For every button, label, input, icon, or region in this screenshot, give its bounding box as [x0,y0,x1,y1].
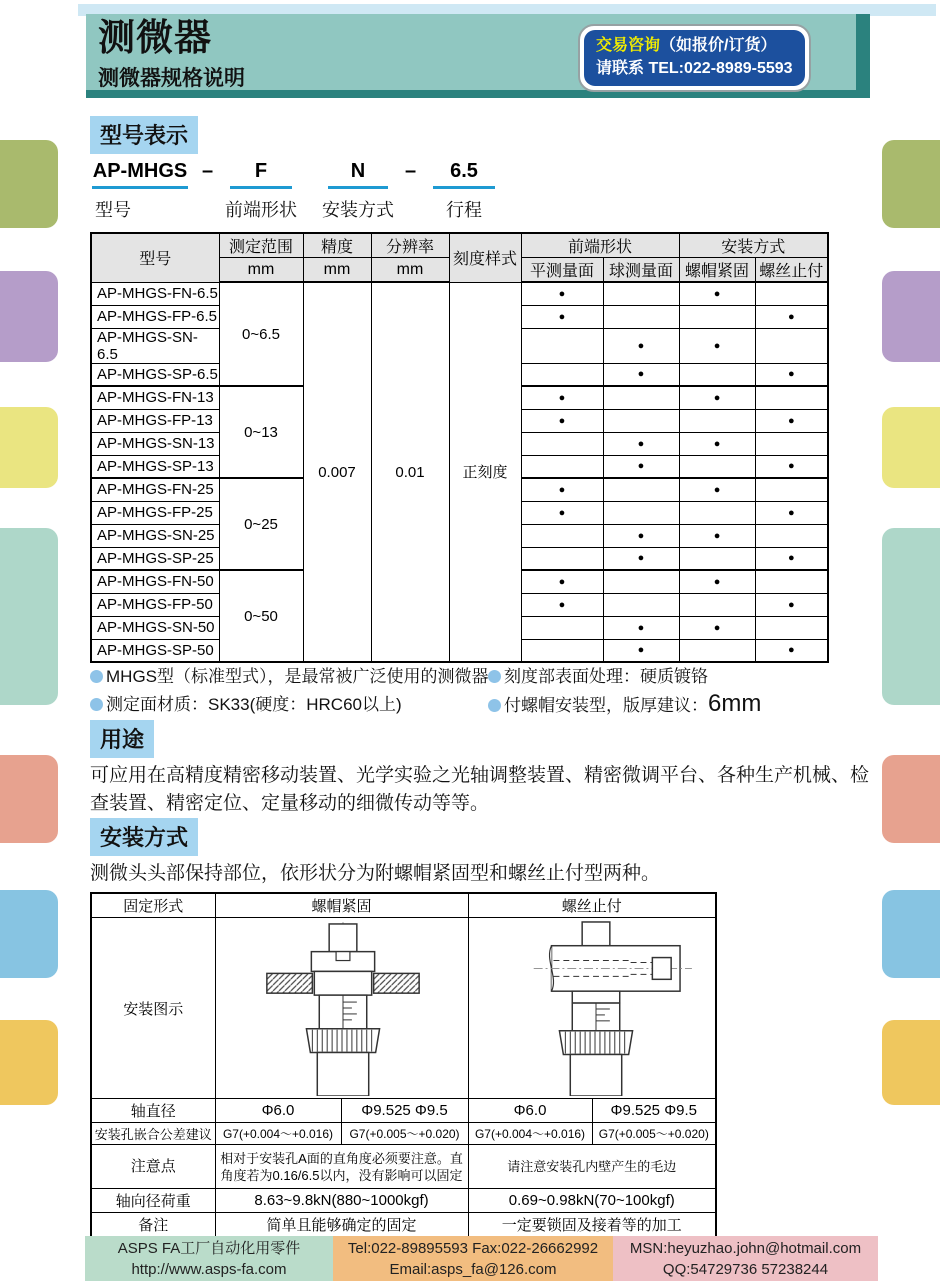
axial-load-value: 0.69~0.98kN(70~100kgf) [468,1189,716,1213]
scale-style-cell: 正刻度 [449,282,521,662]
left-rail-block-olive [0,140,58,228]
col-header-flat-face: 平测量面 [521,258,603,283]
section-heading-usage: 用途 [90,720,154,758]
model-cell: AP-MHGS-FN-13 [91,386,219,409]
code-dash-1: – [202,160,214,182]
col-header-precision: 精度 [303,233,371,258]
nut-clamp-dot-cell: ● [679,432,755,455]
contact-callout [578,24,811,92]
ball-face-dot-cell: ● [603,328,679,363]
ball-face-dot-cell: ● [603,616,679,639]
set-screw-dot-cell [755,386,828,409]
model-cell: AP-MHGS-SN-6.5 [91,328,219,363]
contact-callout-inner [584,30,805,86]
ball-face-dot-cell: ● [603,455,679,478]
note-item [488,690,761,718]
ball-face-dot-cell: ● [603,547,679,570]
flat-face-dot-cell: ● [521,593,603,616]
mounting-intro: 测微头头部保持部位，依形状分为附螺帽紧固型和螺丝止付型两种。 [90,863,661,884]
right-rail-block-blue [882,890,940,978]
footer-msn-address: MSN:heyuzhao.john@hotmail.com [629,1240,862,1257]
nut-clamp-dot-cell: ● [679,282,755,305]
mount-row-label-remark: 备注 [91,1213,215,1238]
left-rail-block-purple [0,271,58,362]
flat-face-dot-cell: ● [521,386,603,409]
ball-face-dot-cell [603,282,679,305]
nut-clamp-dot-cell: ● [679,328,755,363]
right-rail-block-olive [882,140,940,228]
code-label-series: 型号 [95,200,131,220]
tolerance-value: G7(+0.005～+0.020) [341,1123,468,1145]
col-header-resolution: 分辨率 [371,233,449,258]
nut-clamp-dot-cell [679,639,755,662]
contact-line-1-highlight: 交易咨询 [596,37,661,54]
note-text: 测定面材质：SK33(硬度：HRC60以上) [106,695,402,714]
section-heading-mounting: 安装方式 [90,818,198,856]
col-header-model: 型号 [91,233,219,282]
range-cell: 0~6.5 [219,282,303,386]
contact-line-1 [596,34,793,57]
flat-face-dot-cell: ● [521,409,603,432]
model-cell: AP-MHGS-FP-25 [91,501,219,524]
shaft-dia-value: Φ9.525 Φ9.5 [592,1099,716,1123]
set-screw-dot-cell [755,282,828,305]
set-screw-diagram-cell [468,918,716,1099]
right-rail-block-purple [882,271,940,362]
model-cell: AP-MHGS-FP-6.5 [91,305,219,328]
mount-table [90,892,717,1238]
footer-messaging-block [613,1236,878,1281]
nut-clamp-dot-cell [679,305,755,328]
col-header-resolution-unit: mm [371,258,449,283]
left-rail-block-yellow [0,407,58,488]
mount-row-label-shaft: 轴直径 [91,1099,215,1123]
flat-face-dot-cell: ● [521,305,603,328]
set-screw-dot-cell: ● [755,363,828,386]
set-screw-dot-cell [755,478,828,501]
code-part-mount: N [328,160,388,189]
footer-qq-numbers: QQ:54729736 57238244 [662,1261,829,1278]
precision-cell: 0.007 [303,282,371,662]
nut-clamp-dot-cell: ● [679,616,755,639]
model-cell: AP-MHGS-SP-13 [91,455,219,478]
nut-clamp-diagram [218,920,468,1096]
col-header-nut-clamp: 螺帽紧固 [679,258,755,283]
flat-face-dot-cell [521,639,603,662]
left-rail-block-blue [0,890,58,978]
ball-face-dot-cell [603,386,679,409]
mount-row-label-tolerance: 安装孔嵌合公差建议 [91,1123,215,1145]
col-header-range-unit: mm [219,258,303,283]
flat-face-dot-cell [521,328,603,363]
bullet-icon [90,670,103,683]
left-rail-block-salmon [0,755,58,843]
col-header-scale-style: 刻度样式 [449,233,521,282]
note-emphasis: 6mm [708,690,762,717]
flat-face-dot-cell: ● [521,478,603,501]
nut-clamp-dot-cell: ● [679,524,755,547]
left-rail-block-teal [0,528,58,705]
model-cell: AP-MHGS-SN-50 [91,616,219,639]
right-rail-block-salmon [882,755,940,843]
ball-face-dot-cell: ● [603,432,679,455]
set-screw-dot-cell [755,570,828,593]
nut-clamp-dot-cell [679,409,755,432]
ball-face-dot-cell [603,593,679,616]
flat-face-dot-cell [521,524,603,547]
flat-face-dot-cell [521,547,603,570]
code-label-mount: 安装方式 [322,200,394,220]
col-header-tip-shape: 前端形状 [521,233,679,258]
right-rail-block-teal [882,528,940,705]
col-header-range: 测定范围 [219,233,303,258]
set-screw-dot-cell: ● [755,305,828,328]
range-cell: 0~50 [219,570,303,662]
shaft-dia-value: Φ6.0 [468,1099,592,1123]
set-screw-dot-cell: ● [755,593,828,616]
set-screw-dot-cell: ● [755,639,828,662]
code-label-tip: 前端形状 [225,200,297,220]
mount-row-label-diagram: 安装图示 [91,918,215,1099]
model-cell: AP-MHGS-FP-13 [91,409,219,432]
caution-value: 相对于安装孔A面的直角度必须要注意。直角度若为0.16/6.5以内，没有影响可以固定 [215,1145,468,1189]
bullet-icon [488,670,501,683]
ball-face-dot-cell: ● [603,363,679,386]
footer-company-name: ASPS FA工厂自动化用零件 [117,1240,301,1257]
note-text: MHGS型（标准型式），是最常被广泛使用的测微器 [106,667,489,686]
code-dash-2: – [405,160,417,182]
tolerance-value: G7(+0.005～+0.020) [592,1123,716,1145]
resolution-cell: 0.01 [371,282,449,662]
note-text: 付螺帽安装型，版厚建议： [504,696,708,715]
ball-face-dot-cell [603,305,679,328]
axial-load-value: 8.63~9.8kN(880~1000kgf) [215,1189,468,1213]
page-subtitle: 测微器规格说明 [98,67,245,90]
col-header-ball-face: 球测量面 [603,258,679,283]
spec-table-body [91,282,828,662]
model-cell: AP-MHGS-SN-13 [91,432,219,455]
set-screw-dot-cell: ● [755,547,828,570]
nut-clamp-dot-cell: ● [679,570,755,593]
mount-header-fixing-type: 固定形式 [91,893,215,918]
nut-clamp-dot-cell [679,547,755,570]
ball-face-dot-cell: ● [603,639,679,662]
footer-company-block [85,1236,333,1281]
mount-row-label-caution: 注意点 [91,1145,215,1189]
shaft-dia-value: Φ9.525 Φ9.5 [341,1099,468,1123]
remark-value: 一定要锁固及接着等的加工 [468,1213,716,1238]
ball-face-dot-cell [603,501,679,524]
ball-face-dot-cell: ● [603,524,679,547]
set-screw-dot-cell: ● [755,501,828,524]
code-part-stroke: 6.5 [433,160,495,189]
left-rail-block-gold [0,1020,58,1105]
tolerance-value: G7(+0.004～+0.016) [468,1123,592,1145]
model-cell: AP-MHGS-FN-50 [91,570,219,593]
contact-line-1-rest: （如报价/订货） [660,37,777,54]
spec-table [90,232,829,663]
nut-clamp-dot-cell [679,501,755,524]
shaft-dia-value: Φ6.0 [215,1099,341,1123]
nut-clamp-dot-cell [679,455,755,478]
contact-line-2: 请联系 TEL:022-8989-5593 [596,60,793,77]
set-screw-diagram [471,920,721,1096]
model-cell: AP-MHGS-FN-25 [91,478,219,501]
flat-face-dot-cell: ● [521,570,603,593]
flat-face-dot-cell: ● [521,282,603,305]
nut-clamp-dot-cell: ● [679,386,755,409]
col-header-precision-unit: mm [303,258,371,283]
set-screw-dot-cell: ● [755,455,828,478]
col-header-mount: 安装方式 [679,233,828,258]
range-cell: 0~25 [219,478,303,570]
model-code-diagram [90,160,610,222]
flat-face-dot-cell: ● [521,501,603,524]
nut-clamp-diagram-cell [215,918,468,1099]
note-item [90,662,489,687]
footer-contact-block [333,1236,613,1281]
spec-table-row [91,282,828,305]
footer-website: http://www.asps-fa.com [131,1261,287,1278]
code-label-stroke: 行程 [446,200,482,220]
note-text: 刻度部表面处理：硬质镀铬 [504,667,708,686]
set-screw-dot-cell [755,616,828,639]
set-screw-dot-cell: ● [755,409,828,432]
mount-header-set-screw: 螺丝止付 [468,893,716,918]
model-cell: AP-MHGS-SN-25 [91,524,219,547]
model-cell: AP-MHGS-SP-25 [91,547,219,570]
flat-face-dot-cell [521,432,603,455]
flat-face-dot-cell [521,616,603,639]
nut-clamp-dot-cell: ● [679,478,755,501]
note-item [488,662,708,687]
bullet-icon [488,699,501,712]
footer-tel-fax: Tel:022-89895593 Fax:022-26662992 [347,1240,599,1257]
tolerance-value: G7(+0.004～+0.016) [215,1123,341,1145]
right-rail-block-yellow [882,407,940,488]
ball-face-dot-cell [603,570,679,593]
usage-paragraph: 可应用在高精度精密移动装置、光学实验之光轴调整装置、精密微调平台、各种生产机械、检查装置、精密定位、定量移动的细微传动等等。 [90,765,870,814]
set-screw-dot-cell [755,432,828,455]
section-heading-model: 型号表示 [90,116,198,154]
code-part-series: AP-MHGS [92,160,188,189]
page-title: 测微器 [98,17,212,58]
col-header-set-screw: 螺丝止付 [755,258,828,283]
remark-value: 简单且能够确定的固定 [215,1213,468,1238]
set-screw-dot-cell [755,524,828,547]
note-item [90,690,402,715]
ball-face-dot-cell [603,478,679,501]
right-rail-block-gold [882,1020,940,1105]
code-part-tip: F [230,160,292,189]
model-cell: AP-MHGS-SP-6.5 [91,363,219,386]
nut-clamp-dot-cell [679,363,755,386]
model-cell: AP-MHGS-FP-50 [91,593,219,616]
caution-value: 请注意安装孔内壁产生的毛边 [468,1145,716,1189]
range-cell: 0~13 [219,386,303,478]
flat-face-dot-cell [521,363,603,386]
nut-clamp-dot-cell [679,593,755,616]
set-screw-dot-cell [755,328,828,363]
model-cell: AP-MHGS-SP-50 [91,639,219,662]
footer-email: Email:asps_fa@126.com [389,1261,557,1278]
flat-face-dot-cell [521,455,603,478]
ball-face-dot-cell [603,409,679,432]
mount-row-label-axial-load: 轴向径荷重 [91,1189,215,1213]
bullet-icon [90,698,103,711]
mount-header-nut-clamp: 螺帽紧固 [215,893,468,918]
model-cell: AP-MHGS-FN-6.5 [91,282,219,305]
